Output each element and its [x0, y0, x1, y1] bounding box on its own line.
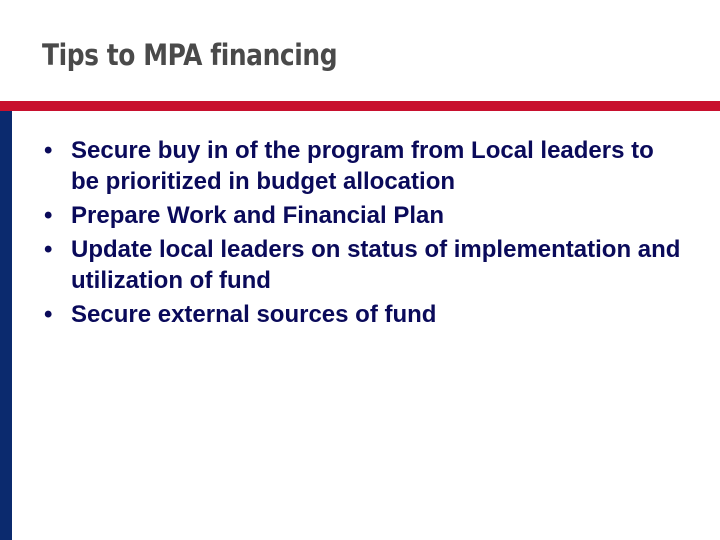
bullet-icon: • [44, 301, 53, 328]
bullet-icon: • [44, 202, 53, 229]
bullet-text: Prepare Work and Financial Plan [71, 202, 445, 229]
bullet-item [44, 299, 684, 330]
bullet-item [44, 135, 684, 197]
bullet-icon: • [44, 137, 53, 164]
bullet-text: Secure external sources of fund [71, 301, 437, 328]
bullet-icon: • [44, 236, 53, 263]
bullet-text: Update local leaders on status of implementation and utilization of fund [71, 236, 681, 294]
left-accent-bar [0, 111, 12, 540]
bullet-item [44, 200, 684, 231]
bullet-text: Secure buy in of the program from Local leaders to be prioritized in budget allocation [71, 137, 654, 195]
bullet-item [44, 234, 684, 296]
slide-title: Tips to MPA financing [42, 38, 338, 72]
title-divider-bar [0, 101, 720, 111]
bullet-list [44, 135, 684, 333]
